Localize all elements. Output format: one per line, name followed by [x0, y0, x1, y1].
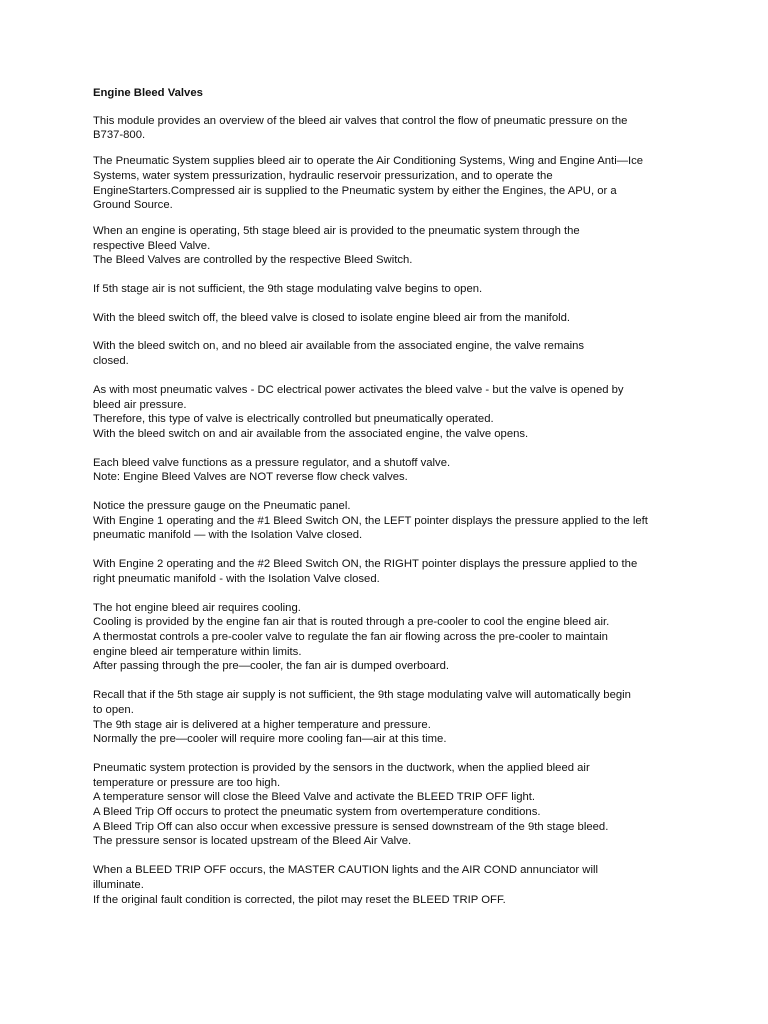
text-line: After passing through the pre—cooler, the fan air is dumped overboard. — [93, 660, 450, 673]
paragraph — [93, 688, 683, 747]
text-line: closed. — [93, 355, 129, 368]
text-line: Therefore, this type of valve is electrically controlled but pneumatically operated. — [93, 413, 494, 426]
text-line: The hot engine bleed air requires cooling. — [93, 601, 301, 614]
document-title: Engine Bleed Valves — [93, 87, 203, 99]
paragraph — [93, 761, 683, 849]
text-line: Ground Source. — [93, 199, 173, 212]
text-line: With Engine 1 operating and the #1 Bleed Switch ON, the LEFT pointer displays the pressure applied to the left — [93, 514, 648, 527]
text-line: EngineStarters.Compressed air is supplied to the Pneumatic system by either the Engines, the APU, or a — [93, 184, 617, 197]
text-line: With the bleed switch off, the bleed valve is closed to isolate engine bleed air from the manifold. — [93, 311, 571, 324]
text-line: bleed air pressure. — [93, 398, 187, 411]
paragraph — [93, 154, 683, 213]
text-line: A Bleed Trip Off can also occur when excessive pressure is sensed downstream of the 9th stage bleed. — [93, 820, 609, 833]
text-line: A Bleed Trip Off occurs to protect the pneumatic system from overtemperature conditions. — [93, 806, 541, 819]
text-line: Each bleed valve functions as a pressure regulator, and a shutoff valve. — [93, 456, 451, 469]
document-page — [93, 86, 683, 921]
text-line: pneumatic manifold — with the Isolation Valve closed. — [93, 529, 363, 542]
text-line: to open. — [93, 703, 134, 716]
text-line: This module provides an overview of the bleed air valves that control the flow of pneumatic pressure on the — [93, 114, 628, 127]
text-line: illuminate. — [93, 878, 144, 891]
text-line: If the original fault condition is corrected, the pilot may reset the BLEED TRIP OFF. — [93, 893, 506, 906]
text-line: B737-800. — [93, 129, 146, 142]
text-line: Recall that if the 5th stage air supply is not sufficient, the 9th stage modulating valve will automatically begin — [93, 689, 631, 702]
text-line: The Pneumatic System supplies bleed air to operate the Air Conditioning Systems, Wing and Engine Anti—Ice — [93, 155, 644, 168]
paragraph — [93, 383, 683, 442]
text-line: temperature or pressure are too high. — [93, 776, 281, 789]
text-line: Notice the pressure gauge on the Pneumatic panel. — [93, 500, 351, 513]
text-line: When an engine is operating, 5th stage bleed air is provided to the pneumatic system through the — [93, 224, 580, 237]
paragraph — [93, 863, 683, 907]
paragraph — [93, 601, 683, 675]
text-line: Pneumatic system protection is provided by the sensors in the ductwork, when the applied bleed air — [93, 761, 590, 774]
text-line: As with most pneumatic valves - DC electrical power activates the bleed valve - but the valve is opened by — [93, 383, 624, 396]
text-line: When a BLEED TRIP OFF occurs, the MASTER CAUTION lights and the AIR COND annunciator will — [93, 864, 598, 877]
text-line: A temperature sensor will close the Bleed Valve and activate the BLEED TRIP OFF light. — [93, 791, 536, 804]
text-line: Note: Engine Bleed Valves are NOT reverse flow check valves. — [93, 471, 408, 484]
document-body — [93, 114, 683, 908]
paragraph — [93, 499, 683, 543]
paragraph — [93, 456, 683, 485]
text-line: respective Bleed Valve. — [93, 239, 211, 252]
paragraph — [93, 114, 683, 143]
paragraph — [93, 311, 683, 326]
paragraph — [93, 224, 683, 268]
text-line: If 5th stage air is not sufficient, the 9th stage modulating valve begins to open. — [93, 283, 483, 296]
text-line: engine bleed air temperature within limits. — [93, 645, 302, 658]
text-line: The pressure sensor is located upstream of the Bleed Air Valve. — [93, 835, 412, 848]
text-line: With the bleed switch on, and no bleed air available from the associated engine, the valve remains — [93, 340, 585, 353]
text-line: Systems, water system pressurization, hydraulic reservoir pressurization, and to operate the — [93, 169, 553, 182]
text-line: A thermostat controls a pre-cooler valve to regulate the fan air flowing across the pre-cooler to maintain — [93, 630, 608, 643]
paragraph — [93, 282, 683, 297]
text-line: The 9th stage air is delivered at a higher temperature and pressure. — [93, 718, 431, 731]
text-line: Cooling is provided by the engine fan air that is routed through a pre-cooler to cool the engine bleed air. — [93, 616, 610, 629]
text-line: right pneumatic manifold - with the Isolation Valve closed. — [93, 572, 380, 585]
paragraph — [93, 339, 683, 368]
text-line: With the bleed switch on and air available from the associated engine, the valve opens. — [93, 427, 529, 440]
text-line: The Bleed Valves are controlled by the respective Bleed Switch. — [93, 254, 413, 267]
paragraph — [93, 557, 683, 586]
text-line: With Engine 2 operating and the #2 Bleed Switch ON, the RIGHT pointer displays the pressure applied to the — [93, 558, 638, 571]
text-line: Normally the pre—cooler will require more cooling fan—air at this time. — [93, 733, 447, 746]
